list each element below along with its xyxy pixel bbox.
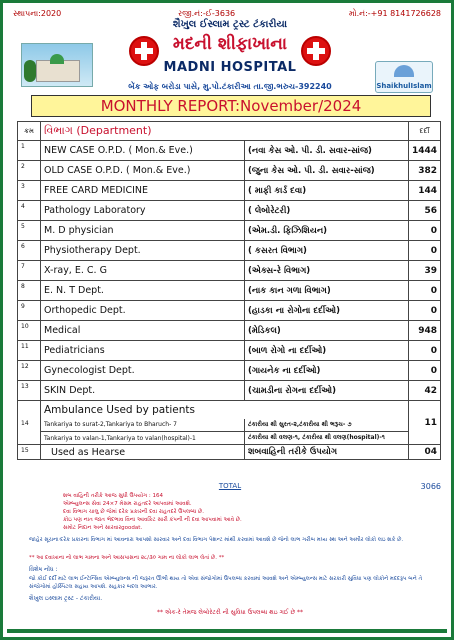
row-number: 10 xyxy=(18,321,41,341)
row-number: 9 xyxy=(18,301,41,321)
table-row xyxy=(18,381,441,401)
department-gujarati: ( માફી કાર્ડ દવા) xyxy=(245,181,409,201)
table-row xyxy=(18,261,441,281)
patient-count: 0 xyxy=(408,341,440,361)
hospital-building-logo xyxy=(21,43,93,87)
department-english: X-ray, E. C. G xyxy=(41,261,245,281)
department-gujarati: (ગાયનેક ના દર્દીઓ) xyxy=(245,361,409,381)
department-english: Pathology Laboratory xyxy=(41,201,245,221)
department-english: SKIN Dept. xyxy=(41,381,245,401)
dome-icon xyxy=(50,54,64,64)
trust-signature: શૈખુલ ઇસ્લામ ટ્રસ્ટ - ટંકારીયા. xyxy=(29,595,103,602)
registration-text: રજી.નં:-ઈ-3636 xyxy=(178,9,236,18)
hearse-row xyxy=(18,445,441,460)
patient-count: 1444 xyxy=(408,141,440,161)
mosque-dome-icon xyxy=(394,65,414,77)
red-cross-icon xyxy=(129,36,159,66)
red-cross-icon xyxy=(301,36,331,66)
row-number: 13 xyxy=(18,381,41,401)
row-number: 14 xyxy=(18,401,41,445)
ambulance-trips-gujarati: ટંકારીયા થી સુરત-૨,ટંકારીયા થી ભરૂચ- ૭ xyxy=(245,419,409,432)
department-gujarati: (મેડિકલ) xyxy=(245,321,409,341)
hearse-count: 04 xyxy=(408,445,440,460)
ambulance-count: 11 xyxy=(408,401,440,445)
department-english: Gynecologist Dept. xyxy=(41,361,245,381)
table-row xyxy=(18,201,441,221)
trust-name: શૈખુલ ઈસ્લામ ટ્રસ્ટ ટંકારીયા xyxy=(172,19,288,30)
department-english: M. D physician xyxy=(41,221,245,241)
table-row xyxy=(18,161,441,181)
hearse-gujarati: શબવાહિની તરીકે ઉપયોગ xyxy=(245,445,409,460)
patient-count: 56 xyxy=(408,201,440,221)
column-header-no: ક્રમ xyxy=(18,122,41,141)
table-row xyxy=(18,141,441,161)
footer-note: ** એક-રે તેમજ લેબોરેટરી ની સુવિધા ઉપલબ્ધ થઇ ગઈ છે ** xyxy=(156,609,304,616)
department-english: E. N. T Dept. xyxy=(41,281,245,301)
row-number: 3 xyxy=(18,181,41,201)
public-notice: જાહેર સૂચનાઃદરેક પ્રકારના વિભાગ માં આવનારા આપશો સારવાર અને દવા વિભાગ પેશન્ટ માંથી કરવામાં આવશે છે જેનો લાભ ગરીબ મધ્ય સ્થ અને અમીર લોકો લઇ શકે છે. xyxy=(29,537,404,543)
department-gujarati: ( કસરત વિભાગ) xyxy=(245,241,409,261)
table-row xyxy=(18,221,441,241)
ambulance-trip-row xyxy=(18,432,441,445)
patient-count: 39 xyxy=(408,261,440,281)
department-english: Orthopedic Dept. xyxy=(41,301,245,321)
department-gujarati: (જુના કેસ ઓ. પી. ડી. સવાર-સાંજ) xyxy=(245,161,409,181)
ambulance-trip-row xyxy=(18,419,441,432)
total-label: TOTAL xyxy=(218,482,242,490)
ambulance-trips-gujarati: ટંકારીયા થી વલણ-૧, ટંકારીયા થી વલણ(hospital)-૧ xyxy=(245,432,409,445)
row-number: 1 xyxy=(18,141,41,161)
ambulance-row xyxy=(18,401,441,419)
row-number: 11 xyxy=(18,341,41,361)
hospital-name-gujarati: મદની શીફાખાના xyxy=(172,34,288,54)
hearse-english: Used as Hearse xyxy=(41,445,245,460)
table-row xyxy=(18,361,441,381)
department-english: NEW CASE O.P.D. ( Mon.& Eve.) xyxy=(41,141,245,161)
department-gujarati: (એક્સ-રે વિભાગ) xyxy=(245,261,409,281)
hospital-address: બેંક ઓફ બરોડા પાસે, મુ.પો.ટંકારીઆ તા.જી.ભરુચ-392240 xyxy=(128,82,332,91)
note-item: સમોટ નિદાન અને સારવારgoodat. xyxy=(63,525,143,531)
table-row xyxy=(18,341,441,361)
hospital-name-block xyxy=(129,32,331,82)
table-row xyxy=(18,281,441,301)
special-note-title: વિશેષ નોંધ : xyxy=(29,566,58,573)
note-item: શબ વાહિની તરીકે આજ સુધી ઉપયોગ : 164 xyxy=(63,493,163,499)
department-gujarati: (હાડકા ના રોગોના દર્દીઓ) xyxy=(245,301,409,321)
ambulance-trips-english: Tankariya to valan-1,Tankariya to valan(hospital)-1 xyxy=(41,432,245,445)
hospital-name-english: MADNI HOSPITAL xyxy=(163,60,297,75)
column-header-department: વિભાગ (Department) xyxy=(41,122,409,141)
established-text: સ્થાપના:2020 xyxy=(13,9,62,18)
table-row xyxy=(18,301,441,321)
ambulance-title: Ambulance Used by patients xyxy=(41,401,409,419)
ambulance-trips-english: Tankariya to surat-2,Tankariya to Bharuch- 7 xyxy=(41,419,245,432)
tree-icon xyxy=(24,60,36,82)
patient-count: 144 xyxy=(408,181,440,201)
patient-count: 0 xyxy=(408,221,440,241)
note-item: દવા વિભાગ ચાલુ છે જેમાં દરેક પ્રકારની દવા રાહતદરે ઉપલબ્ધ છે. xyxy=(63,509,205,515)
benefit-notice: ** આ દવાખાના નો લાભ ગામના અને આસપાસના ૨૮/૩૦ ગામ ના લોકો લાભ લેતાં છે. ** xyxy=(29,555,225,561)
row-number: 6 xyxy=(18,241,41,261)
special-note-text: જો કોઈ દર્દી માટે લાભ ઈન્ટેન્સિવ એમ્બ્યુલન્સ ની જરૂરત ઊભી થાય તો એવા સંજોગોમાં ઉપલબ્ધ કરવામાં આવશે અને એમ્બ્યુલન્સ માટે સરકારી સુવિધા પણ લોકોને મદદરૂપ બને તે સંજોગોમાં હોસ્પિટલ સહાય આપશે. સહકાર બદલ આભાર. xyxy=(29,576,423,590)
department-english: FREE CARD MEDICINE xyxy=(41,181,245,201)
patient-count: 382 xyxy=(408,161,440,181)
mobile-text: મો.નં:-+91 8141726628 xyxy=(348,9,441,18)
row-number: 2 xyxy=(18,161,41,181)
column-header-count: દર્દી xyxy=(408,122,440,141)
row-number: 5 xyxy=(18,221,41,241)
department-english: OLD CASE O.P.D. ( Mon.& Eve.) xyxy=(41,161,245,181)
department-gujarati: (નવા કેસ ઓ. પી. ડી. સવાર-સાંજ) xyxy=(245,141,409,161)
row-number: 12 xyxy=(18,361,41,381)
bottom-border-bar xyxy=(7,629,447,633)
table-row xyxy=(18,321,441,341)
row-number: 4 xyxy=(18,201,41,221)
department-table xyxy=(17,121,441,460)
notes-list xyxy=(63,492,433,532)
patient-count: 42 xyxy=(408,381,440,401)
note-item: એમ્બ્યુલન્સ સેવા 24×7 મેસમ રાહતદરે આપવામાં આવશે. xyxy=(63,501,192,507)
patient-count: 0 xyxy=(408,301,440,321)
department-english: Pediatricians xyxy=(41,341,245,361)
report-title: MONTHLY REPORT:November/2024 xyxy=(31,95,431,117)
row-number: 7 xyxy=(18,261,41,281)
trust-logo-text: ShaikhulIslam xyxy=(376,82,432,90)
patient-count: 0 xyxy=(408,361,440,381)
department-gujarati: (એમ.ડી. ફિઝિશિયન) xyxy=(245,221,409,241)
department-gujarati: (બાળ રોગો ના દર્દીઓ) xyxy=(245,341,409,361)
table-row xyxy=(18,181,441,201)
total-value: 3066 xyxy=(420,482,441,491)
table-row xyxy=(18,241,441,261)
department-gujarati: ( લેબોરેટરી) xyxy=(245,201,409,221)
patient-count: 0 xyxy=(408,241,440,261)
department-gujarati: (ચામડીના રોગના દર્દીઓ) xyxy=(245,381,409,401)
note-item: કોઇ પણ નાત જાત ભેદભાવ વિના આવકિટ સારી કંપની ની દવા આપવામાં આવે છે. xyxy=(63,517,242,523)
department-gujarati: (નાક કાન ગળા વિભાગ) xyxy=(245,281,409,301)
patient-count: 948 xyxy=(408,321,440,341)
department-english: Physiotherapy Dept. xyxy=(41,241,245,261)
row-number: 8 xyxy=(18,281,41,301)
row-number: 15 xyxy=(18,445,41,460)
department-english: Medical xyxy=(41,321,245,341)
patient-count: 0 xyxy=(408,281,440,301)
